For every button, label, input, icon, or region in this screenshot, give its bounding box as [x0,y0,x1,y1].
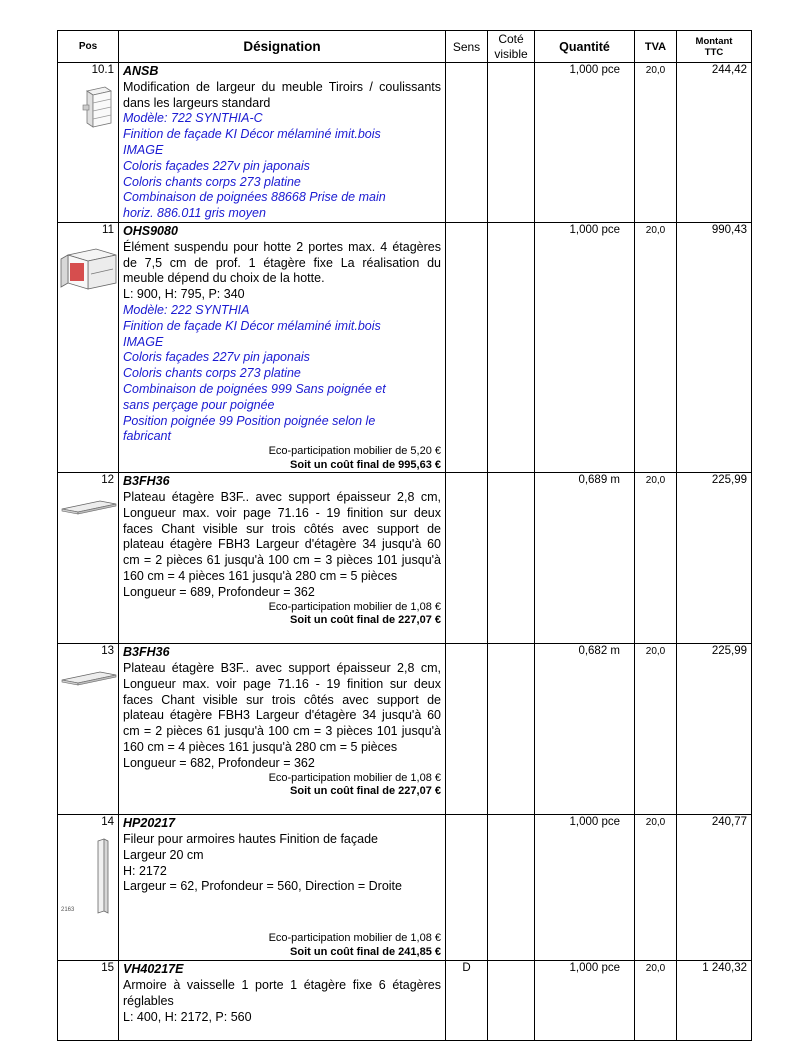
header-montant-line1: Montant [695,35,733,47]
header-pos: Pos [58,31,119,63]
designation-cell [119,815,446,961]
table-row [58,815,752,961]
option-line: Coloris chants corps 273 platine [123,366,301,381]
article-dimensions: Longueur = 682, Profondeur = 362 [123,755,315,770]
pos-number: 13 [101,645,114,658]
option-line: Finition de façade KI Décor mélaminé imit.bois [123,127,381,142]
article-reference: VH40217E [123,962,184,977]
option-line: Coloris chants corps 273 platine [123,174,301,189]
article-description: Armoire à vaisselle 1 porte 1 étagère fixe 6 étagères réglables [123,977,441,1008]
filler-panel-label: 2163 [61,907,75,914]
sens-cell [446,63,488,223]
pos-number: 12 [101,474,114,487]
cote-visible-cell [488,815,535,961]
tva-cell: 20,0 [635,815,677,961]
quantity-cell: 0,682 m [535,644,635,815]
table-header-row [58,31,752,63]
quantity-cell: 0,689 m [535,473,635,644]
cote-visible-cell [488,644,535,815]
designation-cell [119,222,446,472]
option-line: Finition de façade KI Décor mélaminé imit.bois [123,318,381,333]
header-cote-line1: Coté [498,31,524,46]
option-line: Modèle: 722 SYNTHIA-C [123,111,263,126]
amount-cell: 990,43 [677,222,752,472]
option-line: fabricant [123,429,171,444]
header-cote-visible [488,31,535,63]
eco-participation: Eco-participation mobilier de 5,20 € [268,445,441,458]
article-dimensions: Largeur = 62, Profondeur = 560, Direction = Droite [123,879,402,894]
quantity-cell: 1,000 pce [535,961,635,1041]
sens-cell: D [446,961,488,1041]
option-line: Coloris façades 227v pin japonais [123,158,310,173]
table-row [58,222,752,472]
sens-cell [446,222,488,472]
article-reference: HP20217 [123,816,176,831]
option-line: horiz. 886.011 gris moyen [123,206,266,221]
cote-visible-cell [488,63,535,223]
article-description: Plateau étagère B3F.. avec support épaisseur 2,8 cm, Longueur max. voir page 71.16 - 19 finition sur deux faces Chant visible sur trois côtés avec support de plateau étagère FBH3 Largeur d'étagère 34 jusqu'à 60 cm = 2 pièces 61 jusqu'à 100 cm = 3 pièces 101 jusqu'à 160 cm = 4 pièces 161 jusqu'à 280 cm = 5 pièces [123,660,441,754]
header-montant-line2: TTC [704,46,724,58]
article-description: Plateau étagère B3F.. avec support épaisseur 2,8 cm, Longueur max. voir page 71.16 - 19 finition sur deux faces Chant visible sur trois côtés avec support de plateau étagère FBH3 Largeur d'étagère 34 jusqu'à 60 cm = 2 pièces 61 jusqu'à 100 cm = 3 pièces 101 jusqu'à 160 cm = 4 pièces 161 jusqu'à 280 cm = 5 pièces [123,489,441,583]
drawer-cabinet-thumbnail [81,85,115,129]
quote-table-container [57,30,751,1041]
table-row [58,644,752,815]
header-sens: Sens [446,31,488,63]
header-designation: Désignation [119,31,446,63]
option-line: Position poignée 99 Position poignée selon le [123,413,376,428]
amount-cell: 225,99 [677,473,752,644]
filler-panel-thumbnail [88,837,114,917]
cote-visible-cell [488,473,535,644]
amount-cell: 244,42 [677,63,752,223]
option-line: IMAGE [123,334,164,349]
amount-cell: 1 240,32 [677,961,752,1041]
shelf-thumbnail [60,668,118,688]
quote-table [57,30,752,1041]
designation-cell [119,644,446,815]
amount-cell: 240,77 [677,815,752,961]
final-cost: Soit un coût final de 227,07 € [290,785,441,797]
designation-cell [119,63,446,223]
option-line: Combinaison de poignées 999 Sans poignée et [123,381,386,396]
wall-cabinet-thumbnail [60,247,118,297]
eco-participation: Eco-participation mobilier de 1,08 € [268,771,441,784]
article-description: Fileur pour armoires hautes Finition de façade [123,831,378,846]
option-line: sans perçage pour poignée [123,397,275,412]
sens-cell [446,473,488,644]
designation-cell [119,473,446,644]
article-description: Modification de largeur du meuble Tiroirs / coulissants dans les largeurs standard [123,79,441,110]
tva-cell: 20,0 [635,222,677,472]
article-description-line2: Largeur 20 cm [123,847,204,862]
eco-participation: Eco-participation mobilier de 1,08 € [268,600,441,613]
table-row [58,63,752,223]
pos-cell [58,815,119,961]
tva-cell: 20,0 [635,644,677,815]
cote-visible-cell [488,222,535,472]
pos-number: 15 [101,962,114,975]
pos-cell [58,222,119,472]
article-reference: OHS9080 [123,223,178,238]
final-cost: Soit un coût final de 241,85 € [290,945,441,958]
header-tva: TVA [635,31,677,63]
pos-number: 10.1 [91,64,114,76]
header-montant [677,31,752,63]
quantity-cell: 1,000 pce [535,63,635,223]
article-dimensions: L: 400, H: 2172, P: 560 [123,1009,252,1024]
final-cost: Soit un coût final de 227,07 € [290,614,441,626]
sens-cell [446,815,488,961]
header-quantite: Quantité [535,31,635,63]
pos-number: 11 [102,223,114,236]
option-line: Combinaison de poignées 88668 Prise de main [123,190,386,205]
option-line: IMAGE [123,142,164,157]
tva-cell: 20,0 [635,961,677,1041]
pos-cell [58,63,119,223]
pos-number: 14 [101,816,114,829]
article-reference: B3FH36 [123,645,170,660]
pos-cell [58,473,119,644]
article-description: Élément suspendu pour hotte 2 portes max. 4 étagères de 7,5 cm de prof. 1 étagère fixe La réalisation du meuble dépend du choix de la hotte. [123,239,441,286]
final-cost: Soit un coût final de 995,63 € [290,458,441,471]
tva-cell: 20,0 [635,473,677,644]
article-reference: B3FH36 [123,474,170,489]
article-dimensions: L: 900, H: 795, P: 340 [123,287,245,302]
quantity-cell: 1,000 pce [535,222,635,472]
sens-cell [446,644,488,815]
article-reference: ANSB [123,64,159,78]
header-cote-line2: visible [494,46,528,61]
eco-participation: Eco-participation mobilier de 1,08 € [268,932,441,945]
tva-cell: 20,0 [635,63,677,223]
quantity-cell: 1,000 pce [535,815,635,961]
shelf-thumbnail [60,497,118,517]
pos-cell [58,644,119,815]
amount-cell: 225,99 [677,644,752,815]
spacer [123,895,441,932]
option-line: Coloris façades 227v pin japonais [123,350,310,365]
table-row [58,473,752,644]
article-description-line3: H: 2172 [123,863,167,878]
article-dimensions: Longueur = 689, Profondeur = 362 [123,584,315,599]
option-line: Modèle: 222 SYNTHIA [123,302,250,317]
